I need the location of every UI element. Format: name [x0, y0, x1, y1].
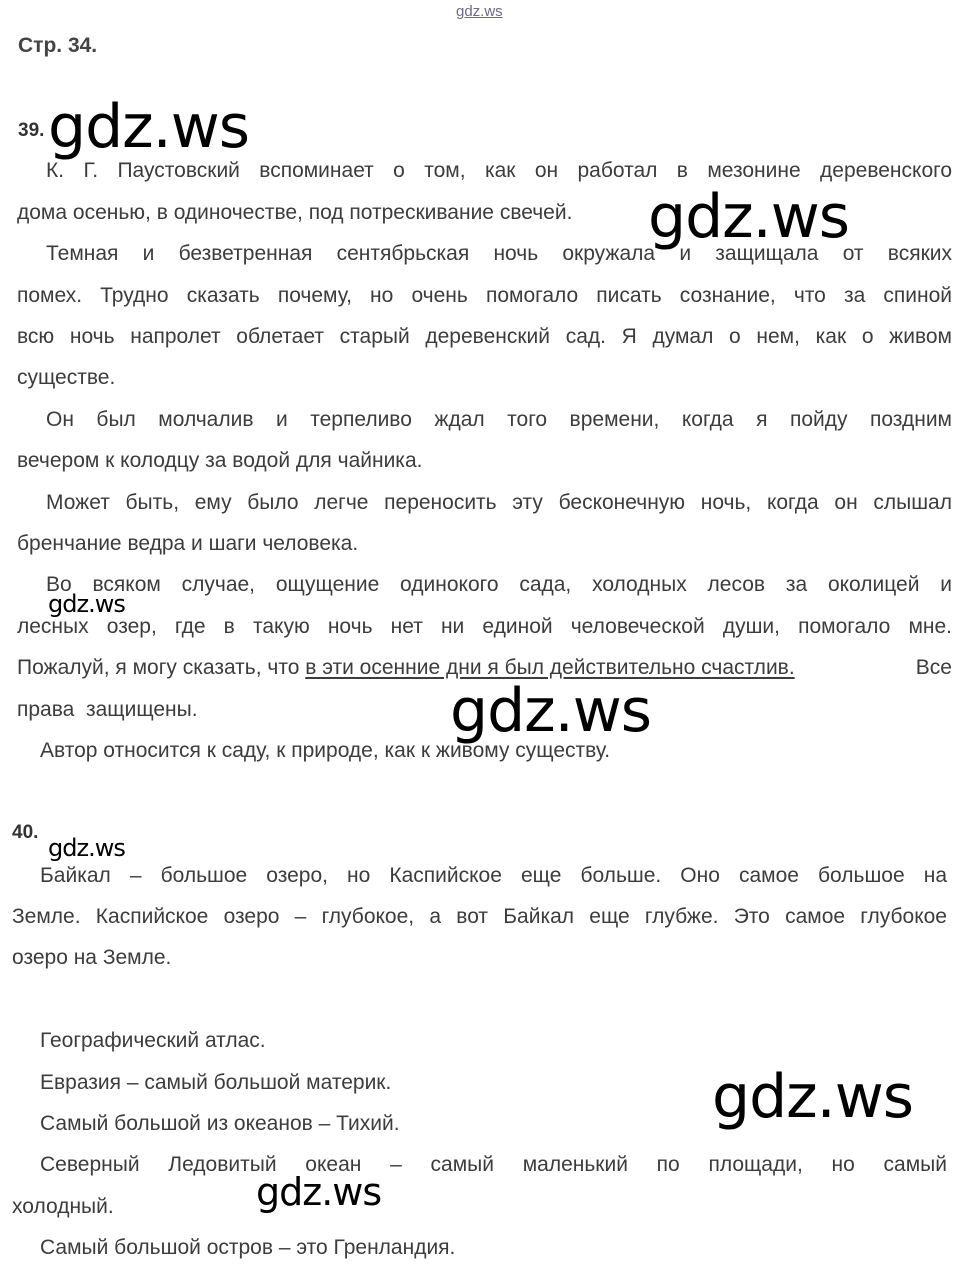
watermark-6: gdz.ws: [712, 1062, 914, 1132]
ex39-line-1: К. Г. Паустовский вспоминает о том, как он работал в мезонине деревенского: [46, 159, 952, 182]
ex39-line-13-start: Пожалуй, я могу сказать, что: [17, 656, 306, 679]
ex40-line-5: Евразия – самый большой материк.: [40, 1071, 392, 1094]
ex40-line-2: Земле. Каспийское озеро – глубокое, а вот Байкал еще глубже. Это самое глубокое: [12, 905, 947, 928]
ex40-line-6: Самый большой из океанов – Тихий.: [40, 1112, 400, 1135]
watermark-3: gdz.ws: [48, 590, 125, 618]
ex39-line-14: права защищены.: [17, 698, 198, 721]
ex39-line-11: Во всяком случае, ощущение одинокого сада, холодных лесов за околицей и: [46, 573, 952, 596]
exercise-40-number: 40.: [12, 822, 39, 843]
ex39-line-7: Он был молчалив и терпеливо ждал того времени, когда я пойду поздним: [46, 408, 952, 431]
ex40-line-4: Географический атлас.: [40, 1029, 266, 1052]
ex39-underlined-sentence: в эти осенние дни я был действительно счастлив.: [305, 656, 795, 679]
ex39-line-5: всю ночь напролет облетает старый деревенский сад. Я думал о нем, как о живом: [17, 325, 952, 348]
watermark-4: gdz.ws: [450, 676, 652, 746]
ex39-line-9: Может быть, ему было легче переносить эту бесконечную ночь, когда он слышал: [46, 491, 952, 514]
exercise-39-number: 39.: [18, 120, 45, 141]
ex40-line-8: холодный.: [12, 1195, 114, 1218]
ex40-line-9: Самый большой остров – это Гренландия.: [40, 1236, 456, 1259]
ex39-line-13-end: Все: [909, 656, 952, 679]
ex39-line-2: дома осенью, в одиночестве, под потрескивание свечей.: [17, 201, 573, 224]
watermark-7: gdz.ws: [256, 1170, 382, 1214]
ex39-line-3: Темная и безветренная сентябрьская ночь окружала и защищала от всяких: [46, 242, 952, 265]
page-label: Стр. 34.: [18, 34, 98, 57]
ex39-conclusion: Автор относится к саду, к природе, как к живому существу.: [40, 739, 611, 762]
site-mark: gdz.ws: [456, 3, 503, 20]
watermark-1: gdz.ws: [48, 92, 250, 162]
ex40-line-1: Байкал – большое озеро, но Каспийское еще больше. Оно самое большое на: [40, 864, 947, 887]
ex39-line-12: лесных озер, где в такую ночь нет ни единой человеческой души, помогало мне.: [17, 615, 952, 638]
ex39-line-6: существе.: [17, 366, 116, 389]
ex40-line-3: озеро на Земле.: [12, 946, 172, 969]
ex39-line-4: помех. Трудно сказать почему, но очень помогало писать сознание, что за спиной: [17, 284, 952, 307]
watermark-2: gdz.ws: [648, 182, 850, 252]
watermark-5: gdz.ws: [48, 834, 125, 862]
ex40-line-7: Северный Ледовитый океан – самый маленький по площади, но самый: [40, 1153, 947, 1176]
ex39-line-10: бренчание ведра и шаги человека.: [17, 532, 359, 555]
ex39-line-8: вечером к колодцу за водой для чайника.: [17, 449, 423, 472]
